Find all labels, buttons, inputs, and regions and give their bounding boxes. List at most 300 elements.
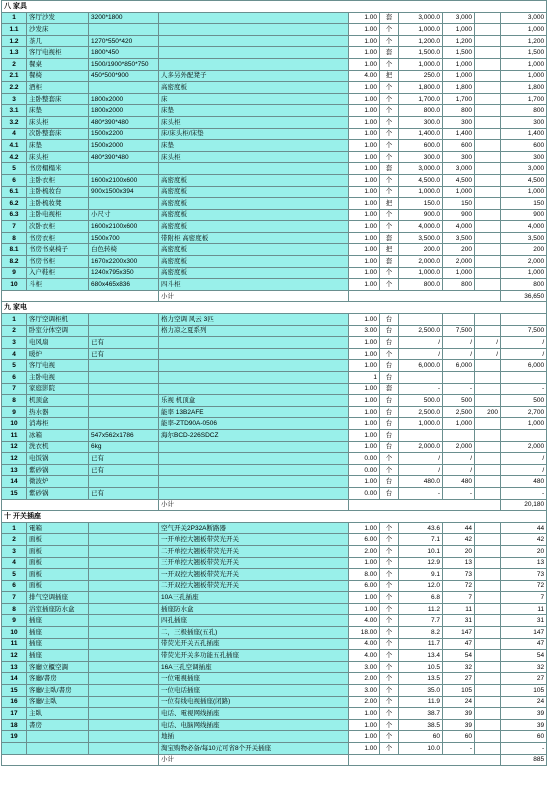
cell-amount: 2,500	[443, 406, 475, 418]
cell-amount: 1,000	[443, 58, 475, 70]
table-row	[2, 105, 547, 117]
cell-desc: 四斗柜	[159, 279, 349, 291]
cell-spec: 1500/1900*850*750	[89, 58, 159, 70]
cell-no: 1.2	[2, 35, 27, 47]
cell-price: /	[399, 453, 443, 465]
cell-total: 3,000	[501, 163, 547, 175]
cell-unit: 个	[380, 82, 399, 94]
cell-no: 2	[2, 325, 27, 337]
cell-qty: 1.00	[349, 209, 380, 221]
table-row	[2, 198, 547, 210]
cell-no: 6	[2, 580, 27, 592]
cell-qty: 8.00	[349, 569, 380, 581]
cell-extra	[475, 719, 501, 731]
cell-spec	[89, 627, 159, 639]
cell-extra	[475, 545, 501, 557]
cell-no: 8	[2, 603, 27, 615]
cell-total: 44	[501, 522, 547, 534]
cell-amount	[443, 429, 475, 441]
cell-total: 47	[501, 638, 547, 650]
cell-spec	[89, 198, 159, 210]
table-row	[2, 476, 547, 488]
cell-name: 床垫	[27, 105, 89, 117]
cell-extra	[475, 580, 501, 592]
cell-price: 60	[399, 731, 443, 743]
cell-amount: 900	[443, 209, 475, 221]
cell-desc: 床	[159, 93, 349, 105]
cell-price: 4,500.0	[399, 174, 443, 186]
cell-amount: /	[443, 348, 475, 360]
cell-total: 600	[501, 140, 547, 152]
cell-desc	[159, 348, 349, 360]
cell-unit: 个	[380, 279, 399, 291]
cell-no: 2	[2, 534, 27, 546]
cell-qty: 1.00	[349, 719, 380, 731]
cell-desc	[159, 464, 349, 476]
cell-extra	[475, 650, 501, 662]
table-row	[2, 383, 547, 395]
section-title: 九 家电	[2, 302, 547, 314]
cell-price: 8.2	[399, 627, 443, 639]
cell-amount: 147	[443, 627, 475, 639]
cell-name: 书房书桌椅子	[27, 244, 89, 256]
cell-spec	[89, 418, 159, 430]
cell-price: 11.2	[399, 603, 443, 615]
cell-unit: 个	[380, 696, 399, 708]
cell-qty: 1.00	[349, 592, 380, 604]
subtotal-row	[2, 754, 547, 766]
cell-amount: 300	[443, 151, 475, 163]
cell-extra	[475, 453, 501, 465]
cell-spec: 已有	[89, 487, 159, 499]
cell-total: 1,000	[501, 58, 547, 70]
cell-qty: 1.00	[349, 406, 380, 418]
cell-price: 38.5	[399, 719, 443, 731]
cell-no: 3	[2, 545, 27, 557]
cell-price: /	[399, 464, 443, 476]
cell-spec	[89, 650, 159, 662]
cell-extra	[475, 128, 501, 140]
subtotal-row	[2, 499, 547, 511]
cell-unit: 台	[380, 476, 399, 488]
cell-total: 42	[501, 534, 547, 546]
cell-name: 客厅电视柜	[27, 47, 89, 59]
cell-qty: 1.00	[349, 128, 380, 140]
cell-price: 900.0	[399, 209, 443, 221]
cell-no: 4	[2, 128, 27, 140]
cell-total: 1,700	[501, 93, 547, 105]
cell-unit: 个	[380, 186, 399, 198]
cell-price: 150.0	[399, 198, 443, 210]
cell-name: 插座	[27, 627, 89, 639]
cell-unit: 台	[380, 325, 399, 337]
cell-price: 3,000.0	[399, 12, 443, 24]
cell-name: 客廳/主臥/書房	[27, 685, 89, 697]
table-row	[2, 487, 547, 499]
cell-extra	[475, 441, 501, 453]
cell-total: 3,500	[501, 232, 547, 244]
cell-desc: 能率 13B2AFE	[159, 406, 349, 418]
cell-spec: 1600x2100x600	[89, 221, 159, 233]
cell-amount: 800	[443, 279, 475, 291]
cell-amount: 20	[443, 545, 475, 557]
cell-extra	[475, 82, 501, 94]
subtotal-value: 20,180	[501, 499, 547, 511]
table-row	[2, 638, 547, 650]
cell-extra	[475, 464, 501, 476]
cell-price: 250.0	[399, 70, 443, 82]
cell-amount: 1,400	[443, 128, 475, 140]
cell-extra	[475, 557, 501, 569]
cell-no: 1.1	[2, 24, 27, 36]
cell-no: 7	[2, 592, 27, 604]
cell-total: 3,000	[501, 12, 547, 24]
cell-qty: 3.00	[349, 661, 380, 673]
table-row	[2, 174, 547, 186]
cell-name: 书房榻榻米	[27, 163, 89, 175]
cell-qty: 0.00	[349, 453, 380, 465]
cell-unit: 个	[380, 522, 399, 534]
cell-qty: 1.00	[349, 35, 380, 47]
cell-desc	[159, 441, 349, 453]
cell-spec: 547x562x1786	[89, 429, 159, 441]
cell-desc: 10A三孔插座	[159, 592, 349, 604]
cell-qty: 1.00	[349, 12, 380, 24]
cell-desc	[159, 35, 349, 47]
cell-total: 500	[501, 395, 547, 407]
cell-extra	[475, 743, 501, 755]
cell-unit: 台	[380, 487, 399, 499]
cell-spec: 680x465x836	[89, 279, 159, 291]
cell-desc: 三开单控大翘板带荧光开关	[159, 557, 349, 569]
cell-no: 3	[2, 93, 27, 105]
cell-unit: 套	[380, 232, 399, 244]
cell-spec: 已有	[89, 464, 159, 476]
cell-name: 书房衣柜	[27, 232, 89, 244]
cell-price: 43.6	[399, 522, 443, 534]
cell-price: 6,000.0	[399, 360, 443, 372]
cell-amount: 24	[443, 696, 475, 708]
cell-total: 900	[501, 209, 547, 221]
cell-desc: 床垫	[159, 140, 349, 152]
cell-extra	[475, 429, 501, 441]
cell-spec: 3200*1800	[89, 12, 159, 24]
table-row	[2, 151, 547, 163]
cell-extra	[475, 395, 501, 407]
cell-amount: 47	[443, 638, 475, 650]
cell-desc: 床头柜	[159, 151, 349, 163]
table-row	[2, 685, 547, 697]
cell-no: 8.1	[2, 244, 27, 256]
cell-amount: 1,000	[443, 70, 475, 82]
cell-spec: 已有	[89, 348, 159, 360]
table-row	[2, 592, 547, 604]
subtotal-label: 小计	[159, 499, 349, 511]
cell-qty: 6.00	[349, 534, 380, 546]
cell-amount: 1,200	[443, 35, 475, 47]
cell-price: 2,000.0	[399, 256, 443, 268]
cell-total: 800	[501, 279, 547, 291]
cell-amount: 1,800	[443, 82, 475, 94]
cell-total: 7	[501, 592, 547, 604]
cell-desc	[159, 383, 349, 395]
cell-spec	[89, 406, 159, 418]
cell-no: 2	[2, 58, 27, 70]
cell-spec	[89, 360, 159, 372]
cell-price: 1,000.0	[399, 267, 443, 279]
cell-unit: 套	[380, 47, 399, 59]
cell-desc: 高密度板	[159, 256, 349, 268]
cell-qty: 1.00	[349, 603, 380, 615]
cell-qty: 1.00	[349, 221, 380, 233]
cell-unit: 个	[380, 128, 399, 140]
cell-amount: 44	[443, 522, 475, 534]
cell-total: 150	[501, 198, 547, 210]
cell-extra	[475, 244, 501, 256]
cell-no: 11	[2, 429, 27, 441]
cell-extra	[475, 105, 501, 117]
cell-name: 插座	[27, 650, 89, 662]
cell-extra	[475, 615, 501, 627]
cell-amount	[443, 314, 475, 326]
cell-amount: 1,000	[443, 418, 475, 430]
cell-price: 10.1	[399, 545, 443, 557]
cell-name: 暖炉	[27, 348, 89, 360]
cell-desc: 能率-ZTD90A-0506	[159, 418, 349, 430]
cell-desc: 一位有线电视插座(闭路)	[159, 696, 349, 708]
table-row	[2, 348, 547, 360]
cell-no: 3	[2, 337, 27, 349]
cell-desc: 床垫	[159, 105, 349, 117]
cell-no: 1.3	[2, 47, 27, 59]
cell-unit: 个	[380, 661, 399, 673]
table-row	[2, 140, 547, 152]
cell-no: 10	[2, 627, 27, 639]
cell-amount: 1,000	[443, 267, 475, 279]
cell-no: 12	[2, 453, 27, 465]
cell-price: 13.4	[399, 650, 443, 662]
cell-total: 7,500	[501, 325, 547, 337]
cell-qty: 1.00	[349, 708, 380, 720]
cell-unit: 个	[380, 650, 399, 662]
table-row	[2, 163, 547, 175]
cell-spec	[89, 557, 159, 569]
cell-extra	[475, 708, 501, 720]
cell-spec	[89, 534, 159, 546]
cell-name: 床垫	[27, 140, 89, 152]
cell-price: 12.0	[399, 580, 443, 592]
cell-desc	[159, 12, 349, 24]
cell-spec	[89, 719, 159, 731]
cell-desc: 空气开关2P32A断路器	[159, 522, 349, 534]
table-row	[2, 360, 547, 372]
cell-qty: 2.00	[349, 545, 380, 557]
cell-desc: 格力空调 风云 3匹	[159, 314, 349, 326]
cell-qty: 1.00	[349, 360, 380, 372]
cell-desc: 格力凉之夏系列	[159, 325, 349, 337]
cell-price: 12.9	[399, 557, 443, 569]
table-row	[2, 70, 547, 82]
subtotal-value: 36,650	[501, 290, 547, 302]
cell-total: 6,000	[501, 360, 547, 372]
cell-no: 12	[2, 650, 27, 662]
cell-unit: 个	[380, 708, 399, 720]
cell-total: 4,500	[501, 174, 547, 186]
cell-name: 客廳/書房	[27, 673, 89, 685]
cell-name: 主卧整套床	[27, 93, 89, 105]
cell-price: -	[399, 487, 443, 499]
cell-price: 480.0	[399, 476, 443, 488]
cell-spec	[89, 163, 159, 175]
cell-desc	[159, 58, 349, 70]
cell-no: 6.3	[2, 209, 27, 221]
cell-spec: 已有	[89, 453, 159, 465]
cell-qty: 1.00	[349, 429, 380, 441]
cell-desc: 四孔插座	[159, 615, 349, 627]
cell-spec: 900x1500x394	[89, 186, 159, 198]
cell-desc: 高密度板	[159, 221, 349, 233]
cell-extra	[475, 696, 501, 708]
cell-total	[501, 314, 547, 326]
cell-total: 31	[501, 615, 547, 627]
cell-qty: 6.00	[349, 580, 380, 592]
cell-extra: /	[475, 348, 501, 360]
cell-total: 1,800	[501, 82, 547, 94]
cell-name: 主卧衣柜	[27, 174, 89, 186]
cell-desc: 插座防水盒	[159, 603, 349, 615]
cell-no: 4.2	[2, 151, 27, 163]
table-row	[2, 603, 547, 615]
cell-no: 3.1	[2, 105, 27, 117]
cell-spec: 小尺寸	[89, 209, 159, 221]
cell-qty: 1.00	[349, 337, 380, 349]
cell-name: 插座	[27, 638, 89, 650]
cell-name: 冰箱	[27, 429, 89, 441]
cell-no: 15	[2, 685, 27, 697]
cell-amount: 31	[443, 615, 475, 627]
cell-qty: 4.00	[349, 615, 380, 627]
cell-spec	[89, 638, 159, 650]
cell-no: 8.2	[2, 256, 27, 268]
table-row	[2, 464, 547, 476]
cell-desc: 电话、电脑网线插座	[159, 719, 349, 731]
cell-extra	[475, 198, 501, 210]
cell-name: 浴室插座防水盒	[27, 603, 89, 615]
cell-extra	[475, 383, 501, 395]
cell-name: 家庭影院	[27, 383, 89, 395]
cell-spec: 1500x2000	[89, 140, 159, 152]
cell-no: 1	[2, 522, 27, 534]
cell-unit: 个	[380, 140, 399, 152]
cell-no: 1	[2, 12, 27, 24]
cell-qty: 1.00	[349, 58, 380, 70]
cell-amount: 2,000	[443, 441, 475, 453]
cell-unit: 台	[380, 372, 399, 384]
cell-unit: 个	[380, 743, 399, 755]
cell-qty: 1.00	[349, 279, 380, 291]
cell-spec: 1270*550*420	[89, 35, 159, 47]
cell-name: 主臥	[27, 708, 89, 720]
cell-qty: 2.00	[349, 696, 380, 708]
cell-unit: 台	[380, 429, 399, 441]
cell-price: -	[399, 383, 443, 395]
cell-amount: 3,500	[443, 232, 475, 244]
cell-price: 11.7	[399, 638, 443, 650]
cell-desc: 二，三极插座(五孔)	[159, 627, 349, 639]
cell-amount: -	[443, 383, 475, 395]
cell-total: 72	[501, 580, 547, 592]
cell-no: 10	[2, 418, 27, 430]
cell-no: 10	[2, 279, 27, 291]
cell-qty: 1.00	[349, 186, 380, 198]
cell-desc: 床头柜	[159, 116, 349, 128]
cell-spec	[89, 476, 159, 488]
cell-price: 1,800.0	[399, 82, 443, 94]
cell-name: 主卧电视柜	[27, 209, 89, 221]
cell-price: 6.8	[399, 592, 443, 604]
table-row	[2, 569, 547, 581]
cell-desc	[159, 487, 349, 499]
cell-qty: 1.00	[349, 267, 380, 279]
cell-name: 主卧电视	[27, 372, 89, 384]
cell-qty: 0.00	[349, 464, 380, 476]
cell-unit: 台	[380, 441, 399, 453]
cell-total: -	[501, 743, 547, 755]
cell-extra	[475, 151, 501, 163]
cell-desc: 地插	[159, 731, 349, 743]
cell-no	[2, 743, 27, 755]
cell-qty: 1.00	[349, 522, 380, 534]
cell-no: 5	[2, 360, 27, 372]
cell-extra	[475, 522, 501, 534]
cell-unit: 把	[380, 70, 399, 82]
cell-price	[399, 314, 443, 326]
cell-price: 1,000.0	[399, 24, 443, 36]
cell-unit: 个	[380, 534, 399, 546]
cell-total: 1,000	[501, 267, 547, 279]
table-row	[2, 221, 547, 233]
cell-no: 4.1	[2, 140, 27, 152]
cell-total: 24	[501, 696, 547, 708]
cell-no: 1	[2, 314, 27, 326]
cell-desc: 高密度板	[159, 174, 349, 186]
cell-amount: 4,500	[443, 174, 475, 186]
section-header	[2, 511, 547, 523]
cell-spec	[89, 395, 159, 407]
cell-spec: 1500x700	[89, 232, 159, 244]
cell-extra	[475, 603, 501, 615]
cell-desc	[159, 476, 349, 488]
table-row	[2, 372, 547, 384]
cell-qty: 3.00	[349, 325, 380, 337]
cell-name: 紫砂锅	[27, 464, 89, 476]
cell-unit: 个	[380, 221, 399, 233]
cell-total: 27	[501, 673, 547, 685]
cell-name: 排气空调插座	[27, 592, 89, 604]
cell-name: 面板	[27, 545, 89, 557]
table-row	[2, 93, 547, 105]
table-row	[2, 244, 547, 256]
cell-desc: 一位電視插座	[159, 673, 349, 685]
subtotal-spacer	[2, 499, 159, 511]
cell-extra	[475, 35, 501, 47]
section-title: 八 家具	[2, 1, 547, 13]
cell-name: 床头柜	[27, 116, 89, 128]
cell-desc: 一开双控大翘板带荧光开关	[159, 569, 349, 581]
cell-desc	[159, 453, 349, 465]
cell-total: 2,000	[501, 256, 547, 268]
cell-qty: 1.00	[349, 93, 380, 105]
